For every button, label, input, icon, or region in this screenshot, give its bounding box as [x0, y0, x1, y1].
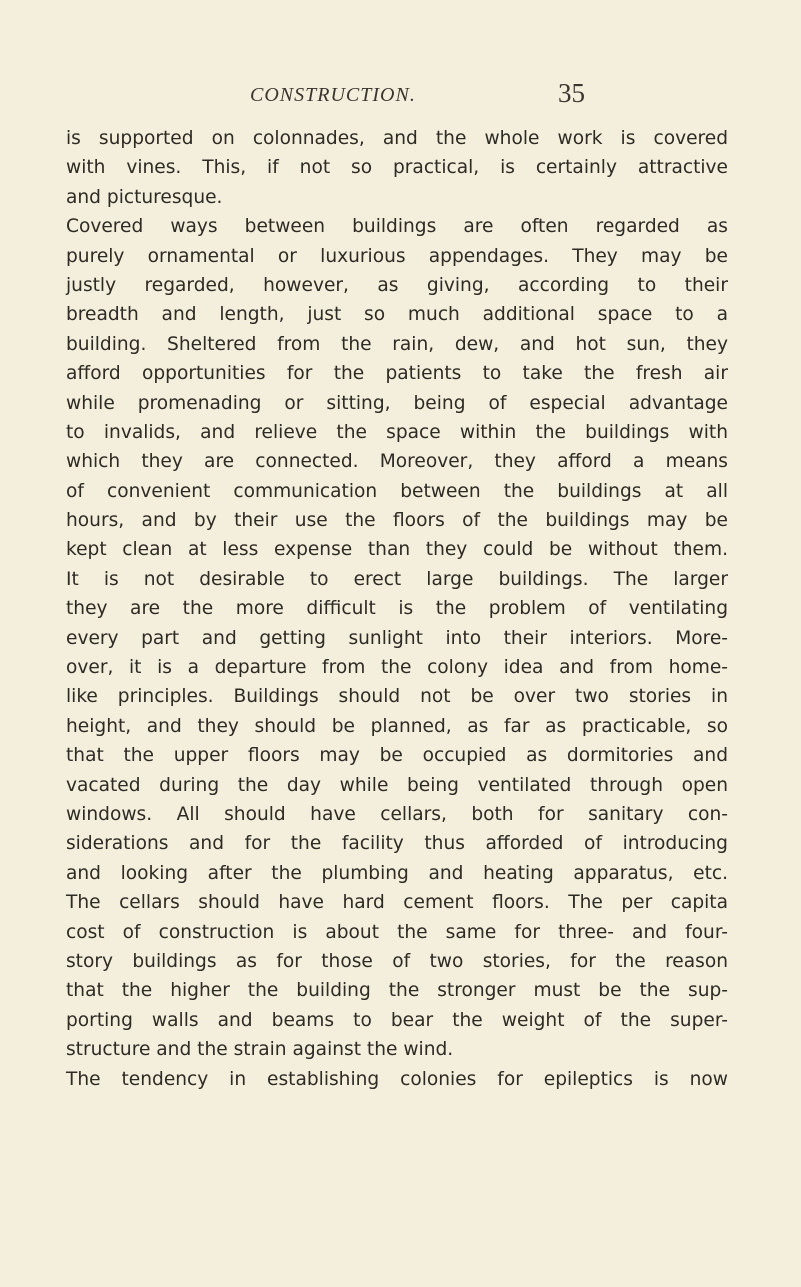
- text-line: and picturesque.: [66, 186, 223, 208]
- text-line: cost of construction is about the same for three- and four-: [66, 921, 728, 943]
- text-line: It is not desirable to erect large buildings. The larger: [66, 568, 728, 590]
- text-line: they are the more difficult is the problem of ventilating: [66, 598, 728, 620]
- text-line: while promenading or sitting, being of especial advantage: [66, 392, 728, 414]
- text-line: The tendency in establishing colonies for epileptics is now: [66, 1068, 728, 1090]
- text-line: Covered ways between buildings are often regarded as: [66, 216, 728, 238]
- text-line: porting walls and beams to bear the weight of the super-: [66, 1009, 728, 1031]
- text-line: that the upper floors may be occupied as dormitories and: [66, 745, 728, 767]
- text-line: like principles. Buildings should not be over two stories in: [66, 686, 728, 708]
- text-line: that the higher the building the stronger must be the sup-: [66, 980, 728, 1002]
- text-line: hours, and by their use the floors of the buildings may be: [66, 510, 728, 532]
- text-line: windows. All should have cellars, both for sanitary con-: [66, 803, 728, 825]
- text-line: every part and getting sunlight into their interiors. More-: [66, 627, 728, 649]
- text-line: of convenient communication between the buildings at all: [66, 480, 728, 502]
- text-line: vacated during the day while being ventilated through open: [66, 774, 728, 796]
- text-line: afford opportunities for the patients to take the fresh air: [66, 363, 728, 385]
- body-text: [66, 124, 728, 1094]
- page-number: 35: [558, 78, 585, 108]
- text-line: to invalids, and relieve the space within the buildings with: [66, 421, 728, 443]
- text-line: purely ornamental or luxurious appendages. They may be: [66, 245, 728, 267]
- running-head: [250, 78, 585, 118]
- text-line: kept clean at less expense than they could be without them.: [66, 539, 728, 561]
- text-line: and looking after the plumbing and heating apparatus, etc.: [66, 862, 728, 884]
- text-line: over, it is a departure from the colony idea and from home-: [66, 657, 728, 679]
- text-line: The cellars should have hard cement floors. The per capita: [66, 892, 728, 914]
- text-line: breadth and length, just so much additional space to a: [66, 304, 728, 326]
- text-line: building. Sheltered from the rain, dew, and hot sun, they: [66, 333, 728, 355]
- text-line: structure and the strain against the wind.: [66, 1039, 454, 1061]
- text-line: siderations and for the facility thus afforded of introducing: [66, 833, 728, 855]
- text-line: with vines. This, if not so practical, is certainly attractive: [66, 157, 728, 179]
- text-line: is supported on colonnades, and the whole work is covered: [66, 128, 728, 149]
- text-line: which they are connected. Moreover, they afford a means: [66, 451, 728, 473]
- text-line: height, and they should be planned, as far as practicable, so: [66, 715, 728, 737]
- text-line: justly regarded, however, as giving, according to their: [66, 274, 728, 296]
- running-title: CONSTRUCTION.: [250, 84, 416, 106]
- text-line: story buildings as for those of two stories, for the reason: [66, 950, 728, 972]
